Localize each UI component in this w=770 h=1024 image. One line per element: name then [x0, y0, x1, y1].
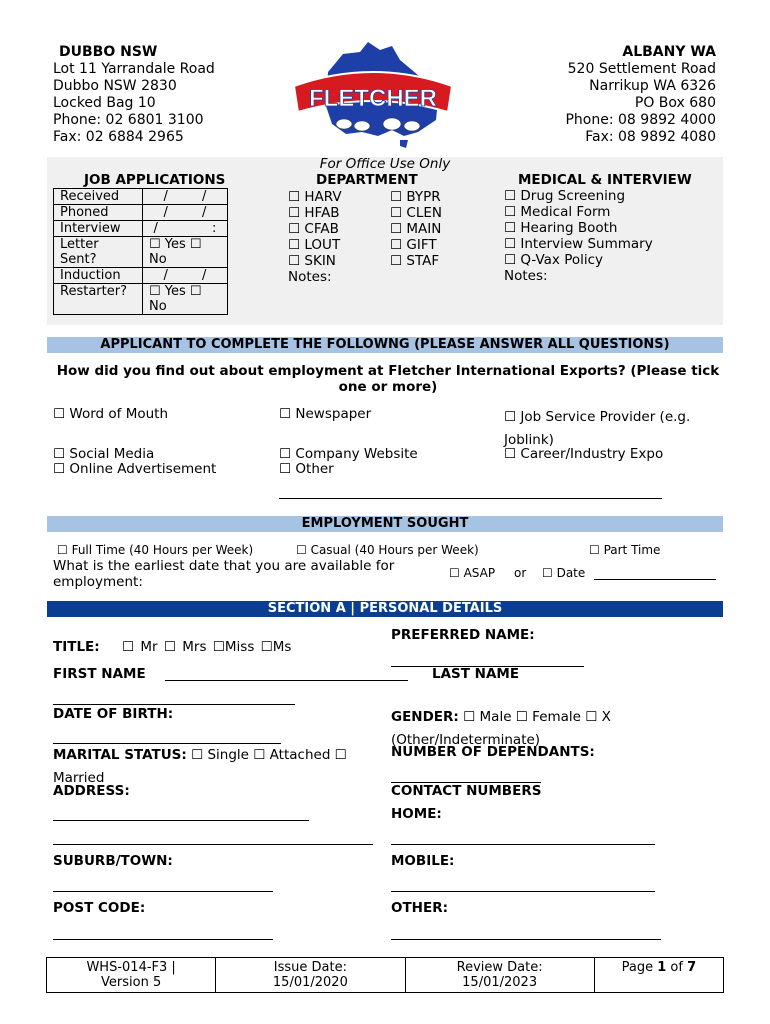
suburb-label: SUBURB/TOWN: — [53, 853, 173, 869]
home-label: HOME: — [391, 806, 442, 822]
mobile-label: MOBILE: — [391, 853, 455, 869]
dubbo-address — [53, 44, 215, 146]
row-label: Induction — [54, 268, 143, 284]
dob-label: DATE OF BIRTH: — [53, 706, 174, 722]
medical-heading: MEDICAL & INTERVIEW — [518, 172, 692, 188]
asap-checkbox[interactable]: ☐ ASAP — [449, 566, 496, 580]
parttime-checkbox[interactable]: ☐ Part Time — [589, 543, 661, 557]
row-label: Letter Sent? — [54, 237, 143, 268]
department-heading: DEPARTMENT — [316, 172, 418, 188]
dependants-field[interactable] — [391, 768, 541, 783]
source-other-field[interactable] — [279, 484, 662, 499]
home-field[interactable] — [391, 830, 655, 845]
gender-label: GENDER: — [391, 709, 459, 725]
source-company-website[interactable]: ☐ Company Website — [279, 446, 418, 462]
review-date: Review Date: 15/01/2023 — [405, 958, 594, 992]
address-field-1[interactable] — [53, 806, 309, 821]
suburb-field[interactable] — [53, 877, 273, 892]
fletcher-logo — [288, 40, 458, 150]
job-applications-heading: JOB APPLICATIONS — [84, 172, 226, 188]
table-row — [54, 268, 228, 284]
source-question: How did you find out about employment at Fletcher International Exports? (Please tick one or more) — [56, 363, 720, 395]
title-label: TITLE: — [53, 639, 100, 655]
marital-options[interactable]: ☐ Single ☐ Attached ☐ Married — [53, 747, 347, 786]
dubbo-line: Lot 11 Yarrandale Road — [53, 61, 215, 77]
department-checkbox[interactable]: ☐ GIFT — [390, 237, 437, 253]
medical-checkbox[interactable]: ☐ Hearing Booth — [504, 220, 618, 236]
source-career-expo[interactable]: ☐ Career/Industry Expo — [504, 446, 664, 462]
marital-label: MARITAL STATUS: — [53, 747, 187, 763]
department-checkbox[interactable]: ☐ HARV — [288, 189, 342, 205]
tasmania-shape — [400, 140, 408, 148]
first-name-field[interactable] — [165, 666, 408, 681]
date-field[interactable] — [594, 566, 716, 580]
first-name-label: FIRST NAME — [53, 666, 146, 682]
address-field-2[interactable] — [53, 830, 373, 845]
row-value[interactable]: ☐ Yes ☐ No — [143, 284, 228, 315]
dubbo-line: Dubbo NSW 2830 — [53, 78, 177, 94]
other-label: OTHER: — [391, 900, 448, 916]
medical-checkbox[interactable]: ☐ Interview Summary — [504, 236, 653, 252]
preferred-name-label: PREFERRED NAME: — [391, 627, 535, 643]
department-checkbox[interactable]: ☐ MAIN — [390, 221, 442, 237]
row-value[interactable]: / : — [143, 221, 228, 237]
albany-line: 520 Settlement Road — [567, 61, 716, 77]
medical-notes-label: Notes: — [504, 268, 548, 284]
albany-line: Narrikup WA 6326 — [589, 78, 716, 94]
albany-line: Fax: 08 9892 4080 — [585, 129, 716, 145]
contact-numbers-label: CONTACT NUMBERS — [391, 783, 542, 799]
dubbo-line: Fax: 02 6884 2965 — [53, 129, 184, 145]
section-a-bar: SECTION A | PERSONAL DETAILS — [47, 601, 723, 617]
other-field[interactable] — [391, 925, 661, 940]
table-row — [54, 237, 228, 268]
row-label: Restarter? — [54, 284, 143, 315]
department-checkbox[interactable]: ☐ LOUT — [288, 237, 341, 253]
row-label: Received — [54, 189, 143, 205]
doc-version: WHS-014-F3 | Version 5 — [86, 960, 176, 990]
postcode-field[interactable] — [53, 925, 273, 940]
table-row — [54, 284, 228, 315]
last-name-field[interactable] — [53, 690, 295, 705]
row-label: Phoned — [54, 205, 143, 221]
department-col1 — [288, 189, 342, 285]
dob-field[interactable] — [53, 729, 281, 744]
dubbo-title: DUBBO NSW — [59, 44, 158, 60]
last-name-label: LAST NAME — [432, 666, 520, 682]
gender-options[interactable]: ☐ Male ☐ Female ☐ X (Other/Indeterminate) — [391, 709, 611, 748]
office-use-title: For Office Use Only — [319, 156, 451, 172]
table-row — [54, 221, 228, 237]
row-value[interactable]: / / — [143, 268, 228, 284]
postcode-label: POST CODE: — [53, 900, 146, 916]
earliest-date-question: What is the earliest date that you are available for employment: — [53, 558, 395, 590]
employment-bar: EMPLOYMENT SOUGHT — [47, 516, 723, 532]
department-col2 — [390, 189, 442, 269]
source-word-of-mouth[interactable]: ☐ Word of Mouth — [53, 406, 169, 422]
source-social-media[interactable]: ☐ Social Media — [53, 446, 155, 462]
applicant-bar: APPLICANT TO COMPLETE THE FOLLOWNG (PLEASE ANSWER ALL QUESTIONS) — [47, 337, 723, 353]
medical-checkbox[interactable]: ☐ Q-Vax Policy — [504, 252, 604, 268]
department-checkbox[interactable]: ☐ CLEN — [390, 205, 442, 221]
department-checkbox[interactable]: ☐ SKIN — [288, 253, 336, 269]
row-value[interactable]: / / — [143, 189, 228, 205]
medical-list — [504, 188, 653, 284]
albany-line: PO Box 680 — [634, 95, 716, 111]
source-job-service[interactable]: ☐ Job Service Provider (e.g. Joblink) — [504, 409, 691, 448]
department-notes-label: Notes: — [288, 269, 332, 285]
row-label: Interview — [54, 221, 143, 237]
casual-checkbox[interactable]: ☐ Casual (40 Hours per Week) — [296, 543, 479, 557]
medical-checkbox[interactable]: ☐ Medical Form — [504, 204, 611, 220]
row-value[interactable]: ☐ Yes ☐ No — [143, 237, 228, 268]
dubbo-line: Phone: 02 6801 3100 — [53, 112, 204, 128]
title-options[interactable]: ☐ Mr ☐ Mrs ☐Miss ☐Ms — [122, 639, 292, 655]
department-checkbox[interactable]: ☐ STAF — [390, 253, 440, 269]
department-checkbox[interactable]: ☐ HFAB — [288, 205, 340, 221]
albany-address — [565, 44, 716, 146]
or-text: or — [514, 566, 527, 580]
issue-date: Issue Date: 15/01/2020 — [215, 958, 404, 992]
source-newspaper[interactable]: ☐ Newspaper — [279, 406, 372, 422]
albany-line: Phone: 08 9892 4000 — [565, 112, 716, 128]
page-number: Page 1 of 7 — [594, 958, 723, 992]
row-value[interactable]: / / — [143, 205, 228, 221]
logo-text: FLETCHER — [309, 85, 437, 112]
dubbo-line: Locked Bag 10 — [53, 95, 156, 111]
fulltime-checkbox[interactable]: ☐ Full Time (40 Hours per Week) — [57, 543, 254, 557]
source-other[interactable]: ☐ Other — [279, 461, 334, 477]
document-footer — [46, 957, 724, 993]
preferred-name-field[interactable] — [391, 652, 584, 667]
table-row — [54, 205, 228, 221]
table-row — [54, 189, 228, 205]
medical-checkbox[interactable]: ☐ Drug Screening — [504, 188, 626, 204]
dependants-label: NUMBER OF DEPENDANTS: — [391, 744, 595, 760]
address-label: ADDRESS: — [53, 783, 130, 799]
date-checkbox[interactable]: ☐ Date — [542, 566, 586, 580]
source-online-ad[interactable]: ☐ Online Advertisement — [53, 461, 217, 477]
job-applications-table — [53, 188, 228, 315]
albany-title: ALBANY WA — [622, 44, 716, 60]
department-checkbox[interactable]: ☐ CFAB — [288, 221, 339, 237]
mobile-field[interactable] — [391, 877, 655, 892]
department-checkbox[interactable]: ☐ BYPR — [390, 189, 441, 205]
